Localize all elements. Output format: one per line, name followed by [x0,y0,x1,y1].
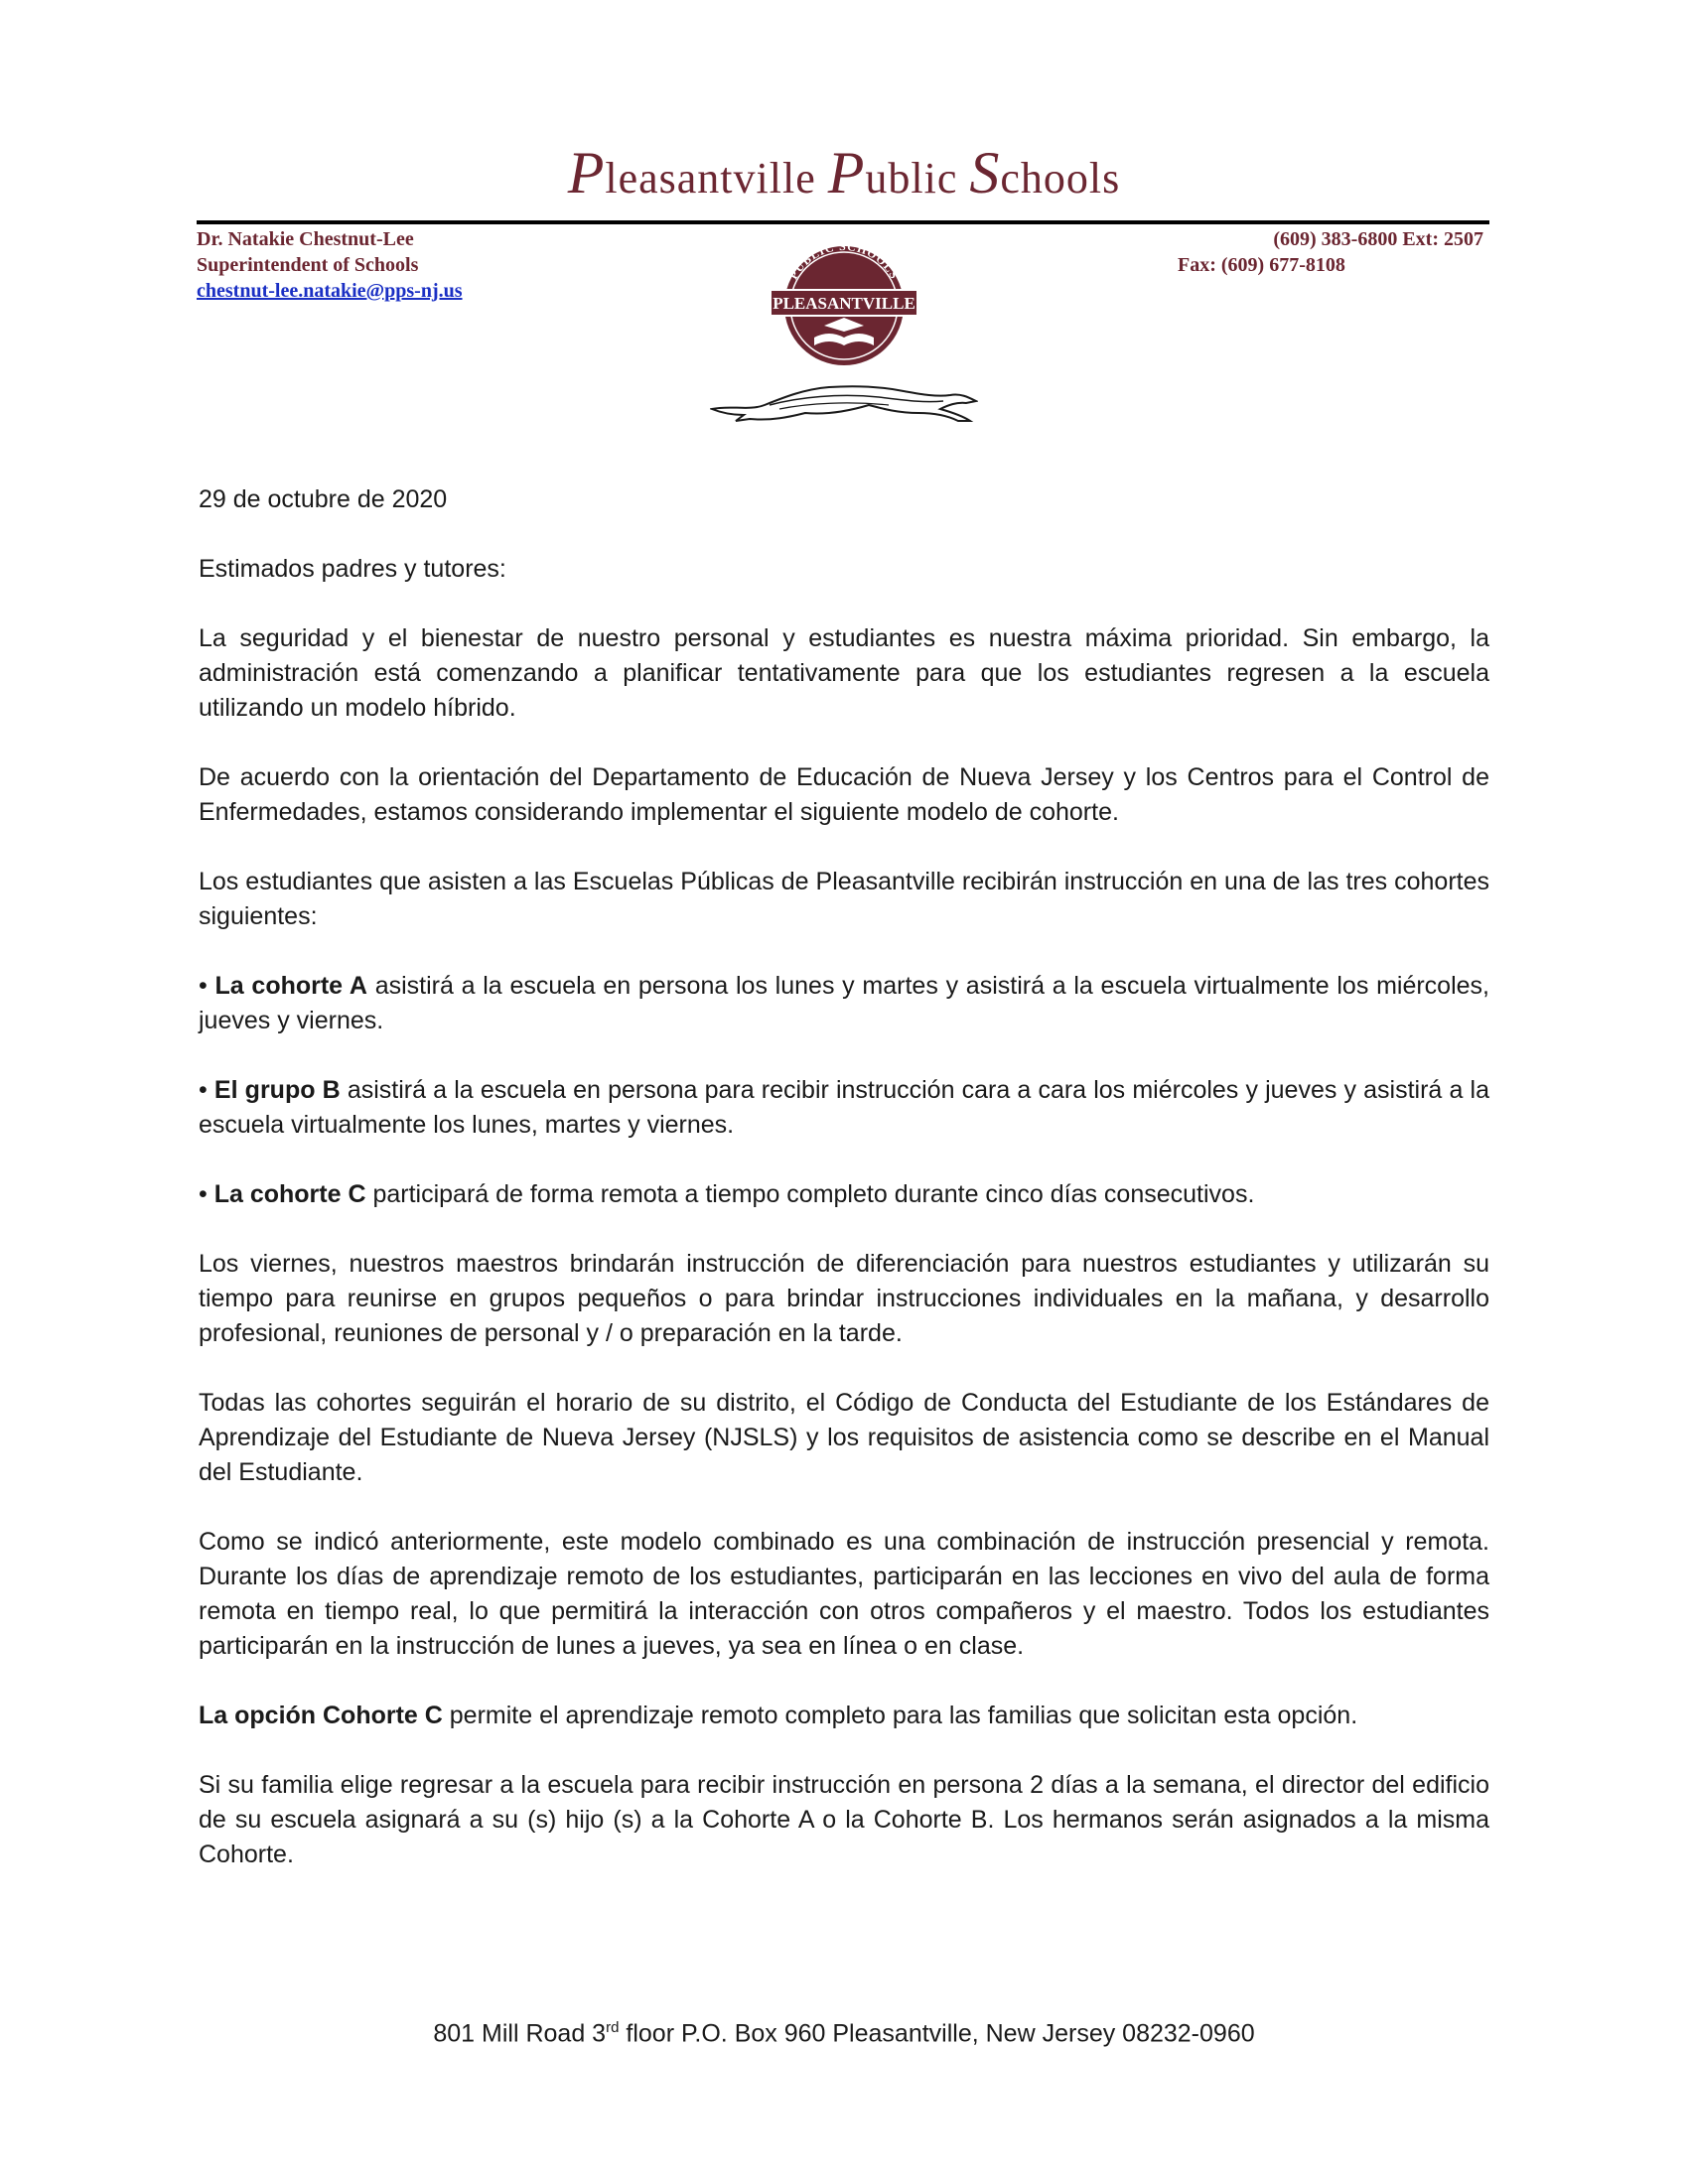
bullet-text: asistirá a la escuela en persona los lunes y martes y asistirá a la escuela virtualmente los miércoles, jueves y viernes. [199,972,1489,1034]
paragraph-7 [199,1699,1489,1733]
phone-number: (609) 383-6800 Ext: 2507 [1273,228,1483,250]
paragraph-1: La seguridad y el bienestar de nuestro personal y estudiantes es nuestra máxima prioridad. Sin embargo, la administración está comenzando a planificar tentativamente para que los estudiantes regresen a la escuela utilizando un modelo híbrido. [199,624,1489,722]
greyhound-mascot-icon [710,375,978,425]
paragraph-5: Todas las cohortes seguirán el horario de su distrito, el Código de Conducta del Estudiante de los Estándares de Aprendizaje del Estudiante de Nueva Jersey (NJSLS) y los requisitos de asistencia como se describe en el Manual del Estudiante. [199,1389,1489,1486]
address-superscript: rd [606,2019,620,2036]
svg-text:PLEASANTVILLE: PLEASANTVILLE [773,294,915,313]
letter-salutation: Estimados padres y tutores: [199,555,506,583]
bullet-label: La cohorte A [214,972,367,1000]
paragraph-8: Si su familia elige regresar a la escuela para recibir instrucción en persona 2 días a la semana, el director del edificio de su escuela asignará a su (s) hijo (s) a la Cohorte A o la Cohorte B. Los hermanos serán asignados a la misma Cohorte. [199,1771,1489,1868]
address-part: floor P.O. Box 960 Pleasantville, New Jersey 08232-0960 [619,2019,1255,2048]
option-text: permite el aprendizaje remoto completo para las familias que solicitan esta opción. [442,1702,1358,1729]
paragraph-2: De acuerdo con la orientación del Departamento de Educación de Nueva Jersey y los Centros para el Control de Enfermedades, estamos considerando implementar el siguiente modelo de cohorte. [199,763,1489,826]
svg-text:PUBLIC SCHOOLS: PUBLIC SCHOOLS [785,242,903,282]
bullet-label: El grupo B [213,1076,341,1104]
bullet-cohort-b: • El grupo B asistirá a la escuela en persona para recibir instrucción cara a cara los miércoles y jueves y asistirá a la escuela virtualmente los lunes, martes y viernes. [199,1076,1489,1139]
phone-contact [1142,226,1489,278]
footer-address [0,2019,1688,2048]
title-part: chools [1000,154,1121,203]
superintendent-role: Superintendent of Schools [197,254,419,276]
paragraph-6: Como se indicó anteriormente, este modelo combinado es una combinación de instrucción presencial y remota. Durante los días de aprendizaje remoto de los estudiantes, participarán en las lecciones en vivo del aula de forma remota en tiempo real, lo que permitirá la interacción con otros compañeros y el maestro. Todos los estudiantes participarán en la instrucción de lunes a jueves, ya sea en línea o en clase. [199,1528,1489,1660]
option-label: La opción Cohorte C [199,1702,443,1729]
school-seal-logo [765,242,923,369]
letter-body [199,482,1489,1907]
superintendent-name: Dr. Natakie Chestnut-Lee [197,228,414,250]
paragraph-4: Los viernes, nuestros maestros brindarán instrucción de diferenciación para nuestros estudiantes y utilizarán su tiempo para reunirse en grupos pequeños o para brindar instrucciones individuales en la mañana, y desarrollo profesional, reuniones de personal y / o preparación en la tarde. [199,1250,1489,1347]
bullet-cohort-a: • La cohorte A asistirá a la escuela en persona los lunes y martes y asistirá a la escuela virtualmente los miércoles, jueves y viernes. [199,972,1489,1034]
paragraph-3: Los estudiantes que asisten a las Escuelas Públicas de Pleasantville recibirán instrucción en una de las tres cohortes siguientes: [199,868,1489,930]
header-divider [197,220,1489,224]
address-part: 801 Mill Road 3 [433,2019,607,2048]
bullet-cohort-c: • La cohorte C participará de forma remota a tiempo completo durante cinco días consecutivos. [199,1180,1255,1208]
letterhead-title [0,139,1688,207]
bullet-text: asistirá a la escuela en persona para recibir instrucción cara a cara los miércoles y jueves y asistirá a la escuela virtualmente los lunes, martes y viernes. [199,1076,1489,1139]
title-initial: S [969,140,1001,205]
title-initial: P [827,140,866,205]
title-part: ublic [865,154,970,203]
bullet-label: La cohorte C [213,1180,366,1208]
title-initial: P [567,140,606,205]
bullet-text: participará de forma remota a tiempo completo durante cinco días consecutivos. [365,1180,1255,1208]
email-link[interactable]: chestnut-lee.natakie@pps-nj.us [197,280,463,302]
title-part: leasantville [605,154,828,203]
fax-number: Fax: (609) 677-8108 [1178,254,1345,276]
superintendent-contact [197,226,463,304]
letter-date: 29 de octubre de 2020 [199,485,448,513]
